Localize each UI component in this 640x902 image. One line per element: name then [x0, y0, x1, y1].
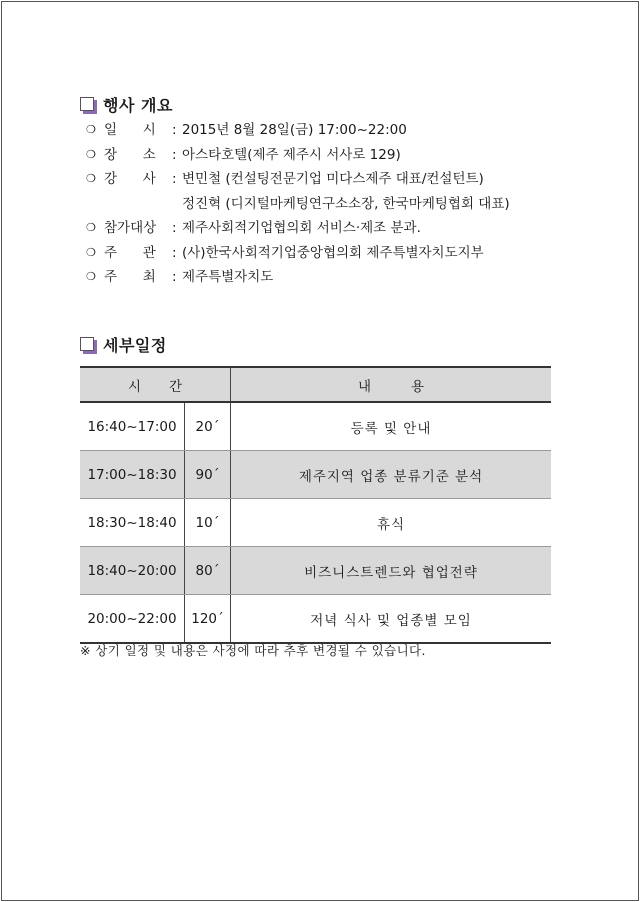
table-row — [80, 402, 551, 451]
time-cell: 18:30~18:40 — [80, 499, 185, 547]
table-row — [80, 547, 551, 595]
schedule-heading — [80, 333, 167, 356]
bullet-circle-icon: ❍ — [86, 270, 96, 283]
overview-value: 제주특별자치도 — [182, 269, 274, 285]
table-row — [80, 451, 551, 499]
bullet-circle-icon: ❍ — [86, 123, 96, 136]
colon: : — [172, 122, 177, 138]
footnote: ※ 상기 일정 및 내용은 사정에 따라 추후 변경될 수 있습니다. — [80, 643, 426, 658]
time-cell: 16:40~17:00 — [80, 402, 185, 451]
colon: : — [172, 220, 177, 236]
duration-cell: 20´ — [185, 402, 231, 451]
schedule-table — [80, 366, 551, 644]
duration-cell: 120´ — [185, 595, 231, 644]
overview-value: 변민철 (컨설팅전문기업 미다스제주 대표/컨설턴트) — [182, 171, 484, 187]
checkbox-square-icon — [80, 97, 95, 112]
table-row — [80, 499, 551, 547]
overview-value: 제주사회적기업협의회 서비스·제조 분과. — [182, 220, 421, 236]
time-cell: 18:40~20:00 — [80, 547, 185, 595]
overview-label: 주 관 — [104, 244, 156, 261]
colon: : — [172, 171, 177, 187]
overview-value: 2015년 8월 28일(금) 17:00~22:00 — [182, 122, 407, 138]
content-cell: 제주지역 업종 분류기준 분석 — [231, 451, 552, 499]
overview-value: 아스타호텔(제주 제주시 서사로 129) — [182, 146, 401, 163]
time-cell: 17:00~18:30 — [80, 451, 185, 499]
content-cell: 비즈니스트렌드와 협업전략 — [231, 547, 552, 595]
overview-title: 행사 개요 — [103, 96, 173, 115]
content-cell: 휴식 — [231, 499, 552, 547]
overview-label: 일 시 — [104, 122, 156, 138]
header-time: 시간 — [80, 367, 231, 402]
bullet-circle-icon: ❍ — [86, 172, 96, 185]
checkbox-square-icon — [80, 337, 95, 352]
overview-value: 정진혁 (디지털마케팅연구소소장, 한국마케팅협회 대표) — [182, 195, 510, 212]
overview-label: 주 최 — [104, 269, 156, 285]
bullet-circle-icon: ❍ — [86, 147, 96, 161]
header-content: 내용 — [231, 367, 552, 402]
bullet-circle-icon: ❍ — [86, 245, 96, 259]
overview-label: 강 사 — [104, 171, 156, 187]
bullet-circle-icon: ❍ — [86, 221, 96, 234]
duration-cell: 90´ — [185, 451, 231, 499]
overview-heading — [80, 93, 173, 116]
table-header-row — [80, 367, 551, 402]
overview-label: 참가대상 — [104, 220, 157, 236]
content-cell: 등록 및 안내 — [231, 402, 552, 451]
duration-cell: 10´ — [185, 499, 231, 547]
schedule-title: 세부일정 — [103, 336, 167, 355]
colon: : — [172, 146, 177, 163]
colon: : — [172, 244, 177, 261]
duration-cell: 80´ — [185, 547, 231, 595]
time-cell: 20:00~22:00 — [80, 595, 185, 644]
colon: : — [172, 269, 177, 285]
content-cell: 저녁 식사 및 업종별 모임 — [231, 595, 552, 644]
overview-value: (사)한국사회적기업중앙협의회 제주특별자치도지부 — [182, 244, 484, 261]
overview-label: 장 소 — [104, 146, 156, 163]
table-row — [80, 595, 551, 644]
